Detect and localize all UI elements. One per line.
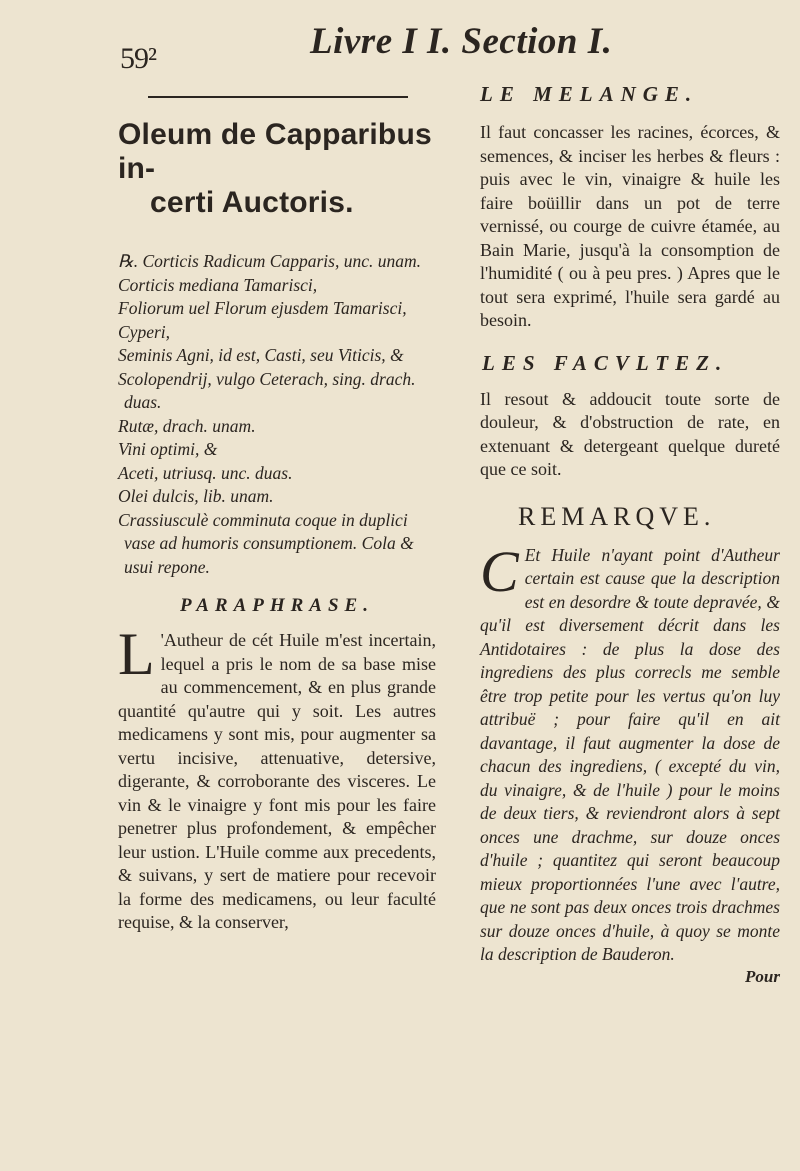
left-column bbox=[118, 118, 436, 935]
paraphrase-heading: PARAPHRASE. bbox=[180, 595, 374, 616]
remarque-paragraph bbox=[480, 538, 780, 967]
running-title: Livre I I. Section I. bbox=[310, 21, 613, 62]
remarque-heading: REMARQVE. bbox=[518, 501, 716, 531]
ingredient-item: ℞. Corticis Radicum Capparis, unc. unam. bbox=[118, 251, 421, 271]
facultez-text: Il resout & addoucit toute sorte de douleur, & d'obstruction de rate, en extenuant & detergeant quelque dureté que ce soit. bbox=[480, 388, 780, 479]
ingredient-item: Olei dulcis, lib. unam. bbox=[118, 486, 274, 506]
right-column bbox=[480, 82, 780, 987]
ingredient-item: Foliorum uel Florum ejusdem Tamarisci, bbox=[118, 298, 407, 318]
page-number: 59² bbox=[120, 42, 156, 75]
remarque-text: Et Huile n'ayant point d'Autheur certain est cause que la description est en desordre & toute depravée, & qu'il est diversement décrit dans les Antidotaires : de plus la dose des ingrediens des plus correcls me semble être trop petite pour les vertus qu'on luy attribuë ; pour faire qu'il en ait davantage, il faut augmenter la dose de chacun des ingrediens, ( excepté du vin, du vinaigre, & de l'huile ) pour le moins de deux tiers, & reviendront alors à sept onces une drachme, sur douze onces d'huile ; quantitez qui seront beaucoup mieux proportionnées l'une avec l'autre, que ne sont pas deux onces trois drachmes sur douze onces d'huile, à quoy se monte la description de Bauderon. bbox=[480, 544, 780, 964]
paraphrase-paragraph bbox=[118, 621, 436, 935]
melange-text: Il faut concasser les racines, écorces, & semences, & inciser les herbes & fleurs : puis avec le vin, vinaigre & huile les faire boüillir dans un pot de terre vernissé, ou courge de cuivre étamée, au Bain Marie, jusqu'à la consomption de l'humidité ( ou à peu pres. ) Apres que le tout sera exprimé, l'huile sera gardé au besoin. bbox=[480, 122, 780, 330]
recipe-title-line1: Oleum de Capparibus in- bbox=[118, 118, 432, 185]
ingredient-item: Corticis mediana Tamarisci, bbox=[118, 274, 318, 295]
ingredient-item: Scolopendrij, vulgo Ceterach, sing. drach. duas. bbox=[118, 368, 416, 412]
ingredient-item: Aceti, utriusq. unc. duas. bbox=[118, 462, 293, 483]
facultez-heading: LES FACVLTEZ. bbox=[482, 350, 729, 375]
ingredient-item: Cyperi, bbox=[118, 321, 171, 342]
melange-heading: LE MELANGE. bbox=[480, 82, 699, 106]
ingredient-item: Vini optimi, & bbox=[118, 439, 218, 459]
header-rule bbox=[148, 96, 408, 98]
ingredient-list bbox=[118, 250, 436, 579]
catchword: Pour bbox=[745, 966, 780, 986]
ingredient-item: Rutæ, drach. unam. bbox=[118, 415, 256, 436]
recipe-title-line2: certi Auctoris. bbox=[150, 186, 354, 219]
recipe-title bbox=[118, 118, 436, 220]
paraphrase-text: 'Autheur de cét Huile m'est incertain, lequel a pris le nom de sa base mise au commencement, & en plus grande quantité qu'autre qui y soit. Les autres medicamens y sont mis, pour augmenter sa vertu incisive, attenuative, detersive, digerante, & corroborante des visceres. Le vin & le vinaigre y font mis pour les faire penetrer plus profondement, & empêcher leur ustion. L'Huile comme aux precedents, & suivans, y sert de matiere pour recevoir la forme des medicamens, ou leur faculté requise, & la conserver, bbox=[118, 630, 436, 932]
drop-cap: C bbox=[480, 538, 519, 604]
drop-cap: L bbox=[118, 621, 155, 687]
ingredient-item: Crassiusculè comminuta coque in duplici vase ad humoris consumptionem. Cola & usui repone. bbox=[118, 509, 414, 577]
ingredient-item: Seminis Agni, id est, Casti, seu Viticis, & bbox=[118, 345, 404, 365]
